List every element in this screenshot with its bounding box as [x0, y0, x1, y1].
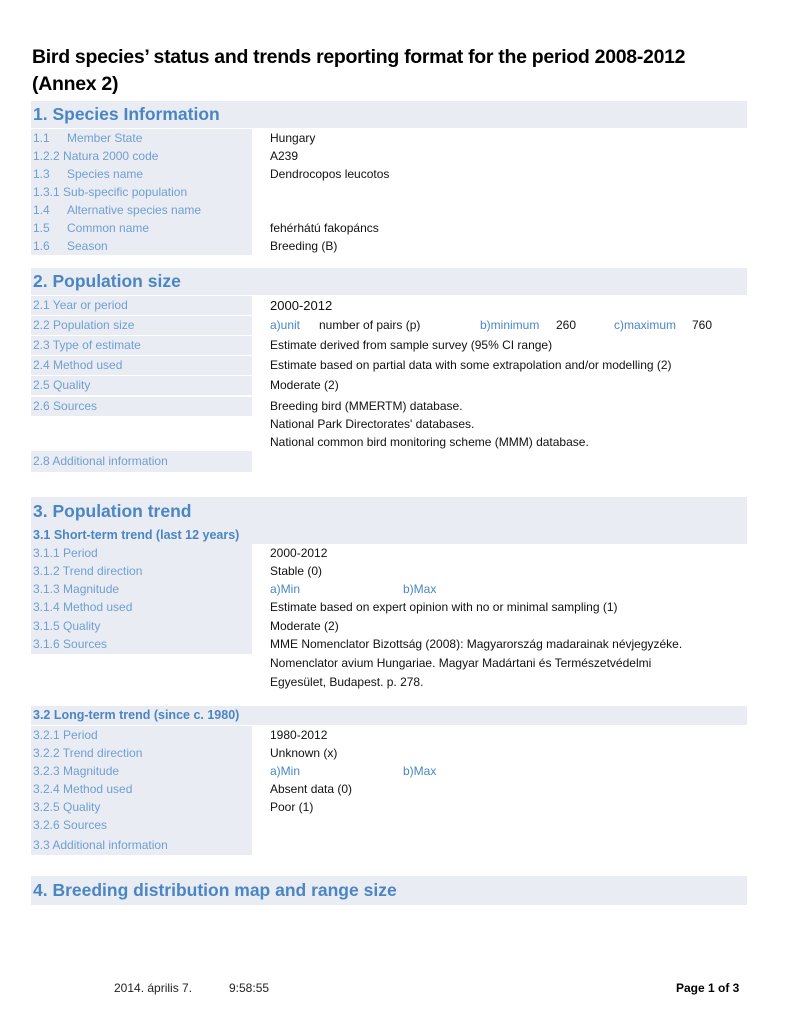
section-heading-species-information: 1. Species Information [31, 101, 747, 128]
source-line: National Park Directorates' databases. [270, 417, 475, 431]
label-long-min: a)Min [270, 764, 301, 778]
label-sub-specific-population: 1.3.1 Sub-specific population [31, 183, 252, 201]
label-short-max: b)Max [403, 582, 437, 596]
value-short-method-used: Estimate based on expert opinion with no or minimal sampling (1) [270, 600, 618, 614]
source-line: Egyesület, Budapest. p. 278. [270, 675, 424, 689]
label-short-sources: 3.1.6 Sources [31, 635, 252, 654]
label-short-quality: 3.1.5 Quality [31, 617, 252, 635]
value-sources [270, 397, 589, 451]
label-year-or-period: 2.1 Year or period [31, 296, 252, 315]
title-line-1: Bird species’ status and trends reporting format for the period 2008-2012 [32, 46, 686, 68]
value-long-method-used: Absent data (0) [270, 782, 353, 796]
label-short-min: a)Min [270, 582, 301, 596]
value-short-quality: Moderate (2) [270, 619, 339, 633]
value-natura-code: A239 [270, 149, 299, 163]
value-long-trend-direction: Unknown (x) [270, 746, 338, 760]
source-line: Nomenclator avium Hungariae. Magyar Madártani és Természetvédelmi [270, 656, 652, 670]
source-line: MME Nomenclator Bizottság (2008): Magyarország madarainak névjegyzéke. [270, 637, 683, 651]
label-common-name: 1.5 Common name [31, 219, 252, 237]
label-quality: 2.5 Quality [31, 376, 252, 395]
value-year-or-period: 2000-2012 [270, 298, 333, 313]
subheading-long-term-trend: 3.2 Long-term trend (since c. 1980) [31, 706, 747, 725]
value-unit: number of pairs (p) [319, 318, 421, 332]
value-type-of-estimate: Estimate derived from sample survey (95% CI range) [270, 338, 553, 352]
value-short-period: 2000-2012 [270, 546, 328, 560]
label-method-used: 2.4 Method used [31, 356, 252, 375]
label-long-method-used: 3.2.4 Method used [31, 780, 252, 798]
label-long-quality: 3.2.5 Quality [31, 798, 252, 816]
label-short-magnitude: 3.1.3 Magnitude [31, 580, 252, 598]
label-member-state: 1.1 Member State [31, 129, 252, 147]
section-heading-population-trend: 3. Population trend [31, 497, 747, 526]
value-minimum: 260 [556, 318, 577, 332]
source-line: Breeding bird (MMERTM) database. [270, 399, 463, 413]
title-line-2: (Annex 2) [32, 73, 119, 95]
subheading-short-term-trend: 3.1 Short-term trend (last 12 years) [31, 526, 747, 544]
value-long-quality: Poor (1) [270, 800, 314, 814]
label-long-period: 3.2.1 Period [31, 726, 252, 744]
label-unit: a)unit [270, 318, 301, 332]
label-species-name: 1.3 Species name [31, 165, 252, 183]
value-long-period: 1980-2012 [270, 728, 328, 742]
value-season: Breeding (B) [270, 239, 338, 253]
value-short-sources [270, 635, 682, 692]
value-species-name: Dendrocopos leucotos [270, 167, 390, 181]
label-sources: 2.6 Sources [31, 397, 252, 416]
label-type-of-estimate: 2.3 Type of estimate [31, 336, 252, 355]
label-additional-information: 2.8 Additional information [31, 451, 252, 472]
label-maximum: c)maximum [614, 318, 676, 332]
value-common-name: fehérhátú fakopáncs [270, 221, 379, 235]
label-long-max: b)Max [403, 764, 437, 778]
label-minimum: b)minimum [480, 318, 540, 332]
footer-date: 2014. április 7. [114, 981, 193, 995]
label-trend-additional-information: 3.3 Additional information [31, 835, 252, 855]
page-number: Page 1 of 3 [676, 981, 740, 995]
value-quality: Moderate (2) [270, 378, 339, 392]
value-method-used: Estimate based on partial data with some extrapolation and/or modelling (2) [270, 358, 672, 372]
value-member-state: Hungary [270, 131, 316, 145]
document-title [32, 44, 762, 98]
value-maximum: 760 [692, 318, 713, 332]
label-short-period: 3.1.1 Period [31, 544, 252, 562]
label-long-trend-direction: 3.2.2 Trend direction [31, 744, 252, 762]
label-long-magnitude: 3.2.3 Magnitude [31, 762, 252, 780]
label-season: 1.6 Season [31, 237, 252, 255]
section-heading-population-size: 2. Population size [31, 268, 747, 295]
label-short-method-used: 3.1.4 Method used [31, 598, 252, 617]
source-line: National common bird monitoring scheme (MMM) database. [270, 435, 589, 449]
label-long-sources: 3.2.6 Sources [31, 816, 252, 835]
label-natura-code: 1.2.2 Natura 2000 code [31, 147, 252, 165]
section-heading-breeding-distribution: 4. Breeding distribution map and range size [31, 876, 747, 905]
label-short-trend-direction: 3.1.2 Trend direction [31, 562, 252, 580]
value-short-trend-direction: Stable (0) [270, 564, 323, 578]
label-population-size: 2.2 Population size [31, 316, 252, 335]
label-alternative-species-name: 1.4 Alternative species name [31, 201, 252, 219]
footer-time: 9:58:55 [229, 981, 270, 995]
